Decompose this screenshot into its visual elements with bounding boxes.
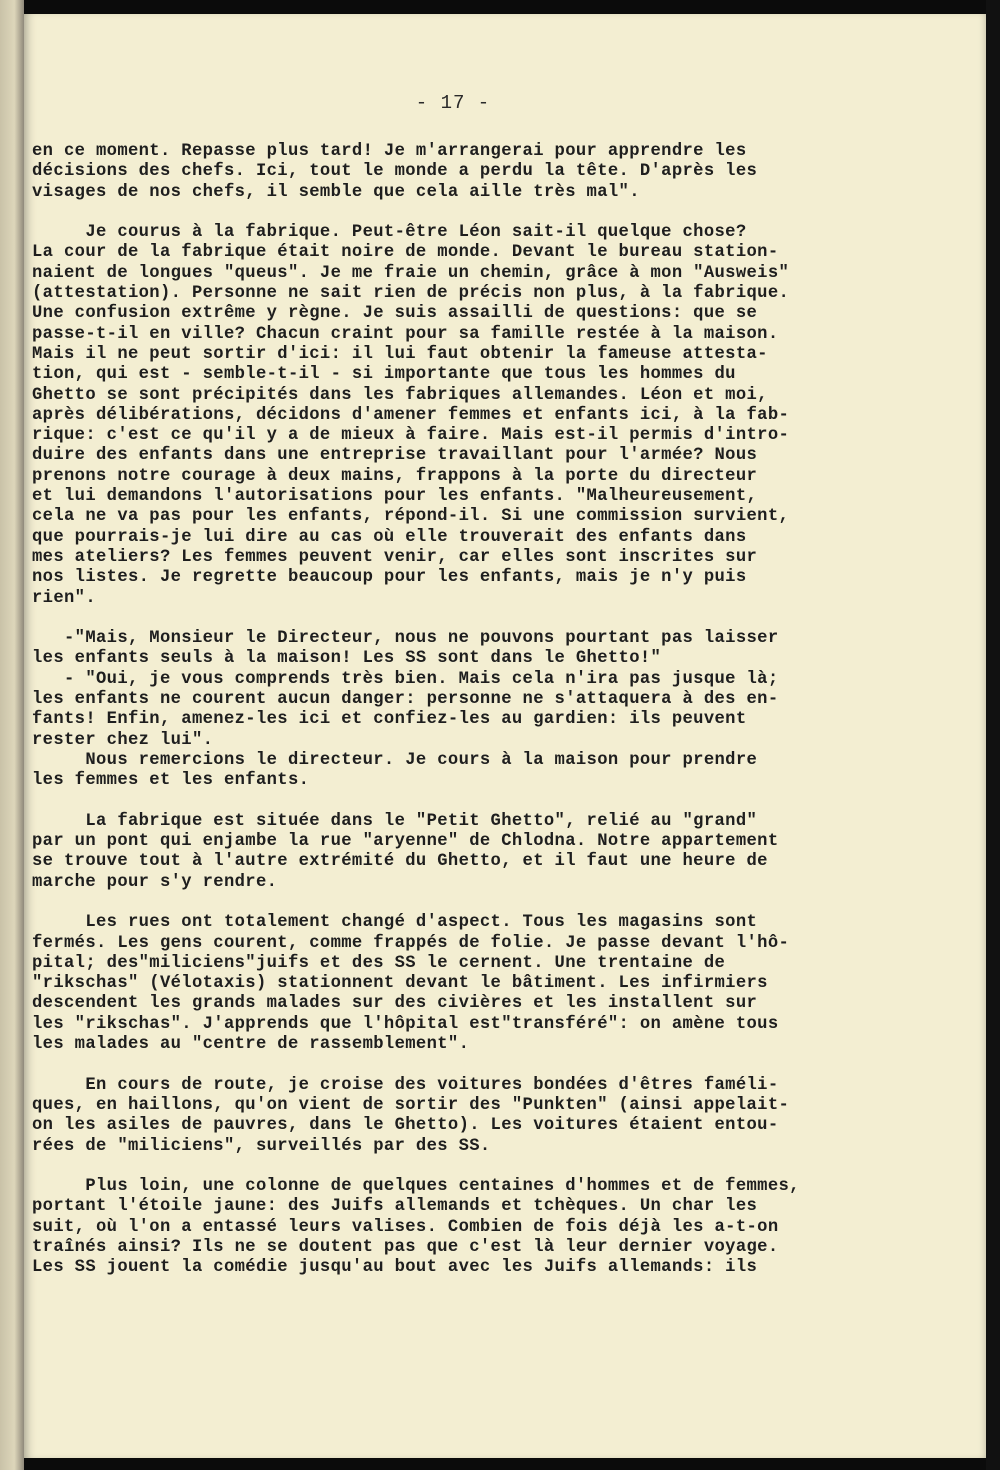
text-line: et lui demandons l'autorisations pour les enfants. "Malheureusement, (32, 487, 758, 507)
text-line: après délibérations, décidons d'amener femmes et enfants ici, à la fab- (32, 405, 790, 425)
text-line: mes ateliers? Les femmes peuvent venir, car elles sont inscrites sur (32, 547, 758, 567)
text-line: En cours de route, je croise des voitures bondées d'êtres faméli- (32, 1075, 779, 1095)
paragraph-gap (32, 792, 917, 812)
text-line: suit, où l'on a entassé leurs valises. Combien de fois déjà les a-t-on (32, 1217, 779, 1237)
text-line: par un pont qui enjambe la rue "aryenne" de Chlodna. Notre appartement (32, 832, 779, 852)
text-line: -"Mais, Monsieur le Directeur, nous ne pouvons pourtant pas laisser (32, 629, 779, 649)
text-line: portant l'étoile jaune: des Juifs allemands et tchèques. Un char les (32, 1197, 758, 1217)
text-line: naient de longues "queus". Je me fraie un chemin, grâce à mon "Ausweis" (32, 263, 790, 283)
text-line: Mais il ne peut sortir d'ici: il lui faut obtenir la fameuse attesta- (32, 344, 768, 364)
text-line: se trouve tout à l'autre extrémité du Ghetto, et il faut une heure de (32, 852, 768, 872)
text-line: on les asiles de pauvres, dans le Ghetto). Les voitures étaient entou- (32, 1116, 779, 1136)
text-line: les femmes et les enfants. (32, 771, 310, 791)
text-line: les malades au "centre de rassemblement". (32, 1035, 470, 1055)
text-line: Les rues ont totalement changé d'aspect. Tous les magasins sont (32, 913, 758, 933)
text-line: rique: c'est ce qu'il y a de mieux à faire. Mais est-il permis d'intro- (32, 426, 790, 446)
text-line: duire des enfants dans une entreprise travaillant pour l'armée? Nous (32, 446, 758, 466)
paragraph-gap (32, 203, 917, 223)
text-line: cela ne va pas pour les enfants, répond-il. Si une commission survient, (32, 507, 790, 527)
text-line: - "Oui, je vous comprends très bien. Mais cela n'ira pas jusque là; (32, 669, 779, 689)
text-line: en ce moment. Repasse plus tard! Je m'arrangerai pour apprendre les (32, 142, 747, 161)
binding-edge (0, 0, 24, 1470)
text-line: les enfants ne courent aucun danger: personne ne s'attaquera à des en- (32, 690, 779, 710)
text-line: Je courus à la fabrique. Peut-être Léon sait-il quelque chose? (32, 223, 747, 243)
text-line: rester chez lui". (32, 730, 214, 750)
text-line: marche pour s'y rendre. (32, 872, 278, 892)
text-line: fants! Enfin, amenez-les ici et confiez-les au gardien: ils peuvent (32, 710, 747, 730)
text-line: Une confusion extrême y règne. Je suis assailli de questions: que se (32, 304, 758, 324)
text-line: les "rikschas". J'apprends que l'hôpital est"transféré": on amène tous (32, 1014, 779, 1034)
paragraph-gap (32, 893, 917, 913)
text-line: rien". (32, 588, 96, 608)
text-line: nos listes. Je regrette beaucoup pour les enfants, mais je n'y puis (32, 568, 747, 588)
text-line: que pourrais-je lui dire au cas où elle trouverait des enfants dans (32, 527, 747, 547)
text-line: fermés. Les gens courent, comme frappés de folie. Je passe devant l'hô- (32, 933, 790, 953)
text-line: La fabrique est située dans le "Petit Ghetto", relié au "grand" (32, 811, 758, 831)
text-line: tion, qui est - semble-t-il - si importante que tous les hommes du (32, 365, 736, 385)
text-line: Les SS jouent la comédie jusqu'au bout avec les Juifs allemands: ils (32, 1258, 758, 1278)
text-line: traînés ainsi? Ils ne se doutent pas que c'est là leur dernier voyage. (32, 1238, 779, 1258)
scan-border-right (986, 0, 1000, 1470)
page-number: - 17 - (415, 92, 491, 114)
text-line: ques, en haillons, qu'on vient de sortir des "Punkten" (ainsi appelait- (32, 1095, 790, 1115)
text-line: Ghetto se sont précipités dans les fabriques allemandes. Léon et moi, (32, 385, 768, 405)
paragraph-gap (32, 1157, 917, 1177)
text-line: décisions des chefs. Ici, tout le monde a perdu la tête. D'après les (32, 162, 758, 182)
body-text (32, 142, 917, 1279)
text-line: rées de "miliciens", surveillés par des SS. (32, 1136, 491, 1156)
paragraph-gap (32, 609, 917, 629)
text-line: visages de nos chefs, il semble que cela aille très mal". (32, 182, 640, 202)
text-line: "rikschas" (Vélotaxis) stationnent devant le bâtiment. Les infirmiers (32, 974, 768, 994)
text-line: Plus loin, une colonne de quelques centaines d'hommes et de femmes, (32, 1177, 800, 1197)
paragraph-gap (32, 1055, 917, 1075)
text-line: La cour de la fabrique était noire de monde. Devant le bureau station- (32, 243, 779, 263)
text-line: les enfants seuls à la maison! Les SS sont dans le Ghetto!" (32, 649, 662, 669)
text-line: passe-t-il en ville? Chacun craint pour sa famille restée à la maison. (32, 324, 779, 344)
text-line: descendent les grands malades sur des civières et les installent sur (32, 994, 758, 1014)
text-line: prenons notre courage à deux mains, frappons à la porte du directeur (32, 466, 758, 486)
text-line: (attestation). Personne ne sait rien de précis non plus, à la fabrique. (32, 284, 790, 304)
text-line: Nous remercions le directeur. Je cours à la maison pour prendre (32, 750, 758, 770)
text-line: pital; des"miliciens"juifs et des SS le cernent. Une trentaine de (32, 953, 726, 973)
